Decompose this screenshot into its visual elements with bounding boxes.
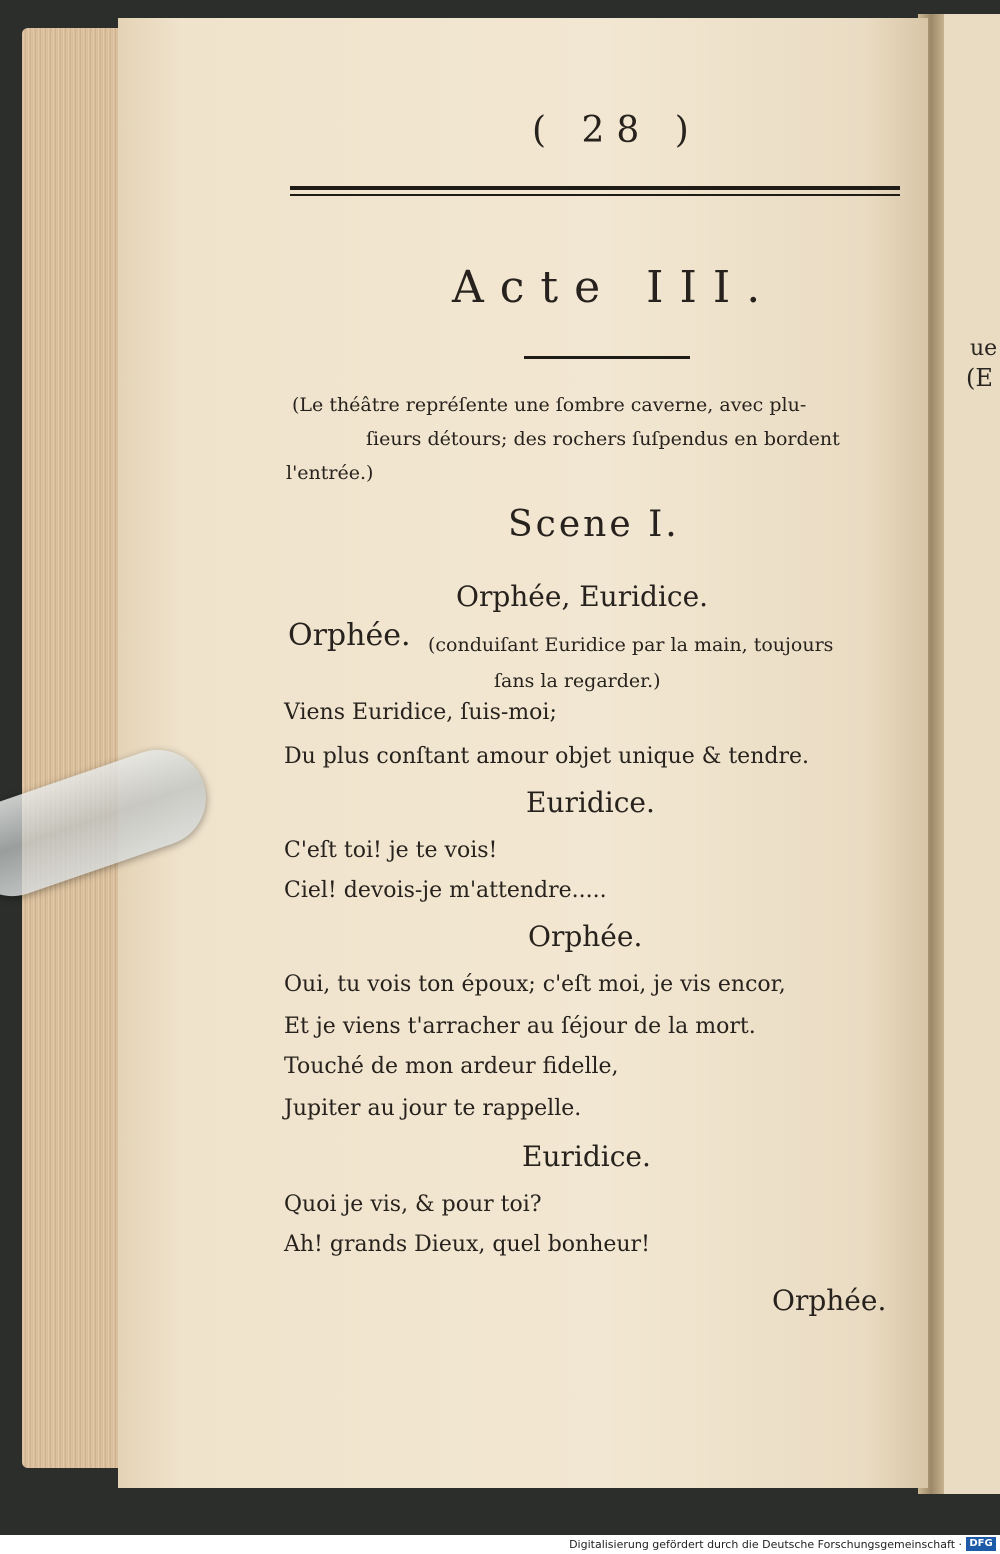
verse-line: Du plus conſtant amour objet unique & tendre. [284, 744, 809, 769]
speaker-direction: ſans la regarder.) [494, 670, 661, 692]
speaker-name: Euridice. [522, 1140, 651, 1173]
verse-line: Ah! grands Dieux, quel bonheur! [284, 1232, 650, 1257]
verse-line: Touché de mon ardeur fidelle, [284, 1054, 619, 1079]
stage-direction-line: (Le théâtre repréſente une ſombre caverne, avec plu- [292, 394, 807, 416]
dfg-logo-icon: DFG [966, 1537, 996, 1551]
facing-page-fragment: (E [966, 364, 993, 392]
verse-line: Viens Euridice, ſuis-moi; [284, 700, 557, 725]
verse-line: Quoi je vis, & pour toi? [284, 1192, 542, 1217]
act-title: Acte III. [452, 262, 777, 313]
stage-direction-line: l'entrée.) [286, 462, 374, 484]
speaker-name: Euridice. [526, 786, 655, 819]
header-rule [290, 186, 900, 190]
verse-line: Et je viens t'arracher au ſéjour de la mort. [284, 1014, 756, 1039]
speaker-direction: (conduiſant Euridice par la main, toujours [428, 634, 834, 656]
scene-characters: Orphée, Euridice. [456, 580, 709, 613]
speaker-name: Orphée. [528, 920, 643, 953]
page-number: ( 28 ) [532, 110, 701, 151]
footer-bar [0, 1535, 1000, 1554]
page-edges [22, 28, 132, 1468]
facing-page [940, 14, 1000, 1494]
verse-line: Oui, tu vois ton époux; c'eſt moi, je vis encor, [284, 972, 786, 997]
facing-page-fragment: ue [970, 336, 998, 361]
speaker-name: Orphée. [288, 618, 411, 653]
verse-line: Ciel! devois-je m'attendre..... [284, 878, 607, 903]
verse-line: C'eſt toi! je te vois! [284, 838, 498, 863]
stage-direction-line: ſieurs détours; des rochers ſuſpendus en bordent [366, 428, 840, 450]
funding-credit: Digitalisierung gefördert durch die Deutsche Forschungsgemeinschaft · [569, 1538, 962, 1551]
verse-line: Jupiter au jour te rappelle. [284, 1096, 582, 1121]
header-rule-thin [290, 194, 900, 196]
scene-title: Scene I. [508, 504, 680, 545]
title-rule [524, 356, 690, 359]
catchword: Orphée. [772, 1284, 887, 1317]
